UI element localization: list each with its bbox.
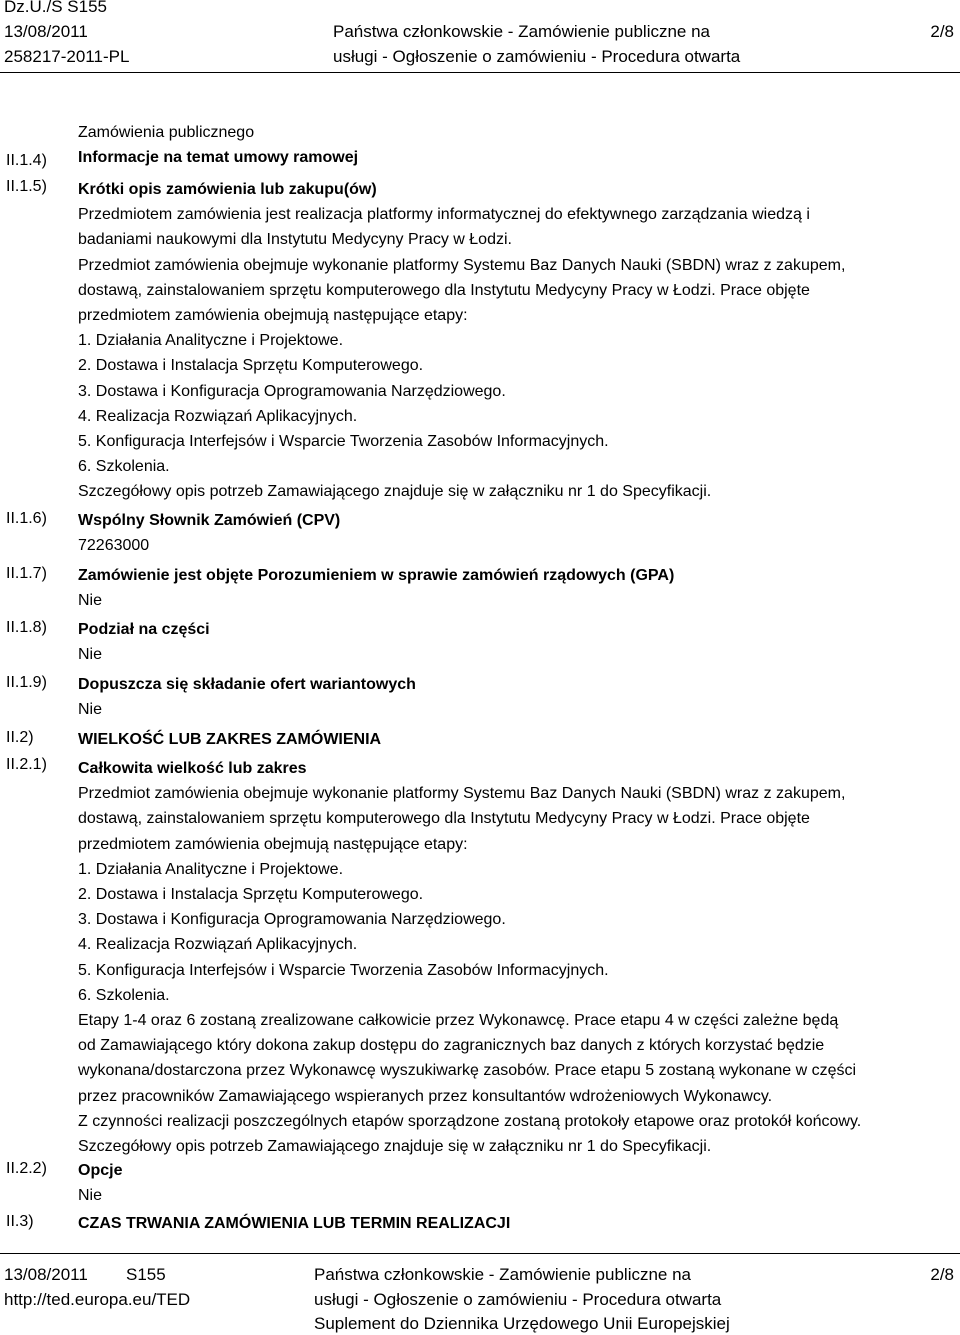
footer-page-number: 2/8 bbox=[930, 1265, 954, 1284]
section-heading: Wspólny Słownik Zamówień (CPV) bbox=[78, 512, 341, 529]
text-line: Szczegółowy opis potrzeb Zamawiającego znajduje się w załączniku nr 1 do Specyfikacji. bbox=[78, 483, 712, 501]
section-heading: Opcje bbox=[78, 1162, 123, 1179]
section-ii-2 bbox=[78, 727, 954, 752]
text-line: wykonana/dostarczona przez Wykonawcę wyszukiwarkę zasobów. Prace etapu 5 zostaną wykonane w części bbox=[78, 1062, 857, 1080]
section-number-ii-2: II.2) bbox=[6, 729, 34, 746]
text-line: przedmiotem zamówienia obejmują następujące etapy: bbox=[78, 835, 468, 853]
footer-date: 13/08/2011 bbox=[4, 1265, 88, 1284]
list-item: 2. Dostawa i Instalacja Sprzętu Komputerowego. bbox=[78, 357, 424, 375]
list-item: 4. Realizacja Rozwiązań Aplikacyjnych. bbox=[78, 407, 358, 425]
list-item: 3. Dostawa i Konfiguracja Oprogramowania Narzędziowego. bbox=[78, 911, 506, 929]
list-item: 5. Konfiguracja Interfejsów i Wsparcie Tworzenia Zasobów Informacyjnych. bbox=[78, 961, 609, 979]
section-number-ii-1-8: II.1.8) bbox=[6, 619, 47, 636]
section-ii-1-6 bbox=[78, 508, 954, 558]
section-value: Nie bbox=[78, 592, 103, 610]
footer-divider bbox=[0, 1253, 960, 1254]
cpv-code: 72263000 bbox=[78, 537, 150, 555]
header-doc-ref: Dz.U./S S155 bbox=[4, 0, 107, 16]
header-page-number: 2/8 bbox=[930, 22, 954, 41]
text-line: Przedmiotem zamówienia jest realizacja platformy informatycznej do efektywnego zarządzania wiedzą i bbox=[78, 206, 810, 224]
section-heading: Dopuszcza się składanie ofert wariantowych bbox=[78, 676, 416, 693]
list-item: 1. Działania Analityczne i Projektowe. bbox=[78, 860, 344, 878]
list-item: 5. Konfiguracja Interfejsów i Wsparcie Tworzenia Zasobów Informacyjnych. bbox=[78, 433, 609, 451]
text-line: Szczegółowy opis potrzeb Zamawiającego znajduje się w załączniku nr 1 do Specyfikacji. bbox=[78, 1138, 712, 1156]
section-heading: Podział na części bbox=[78, 621, 210, 638]
text-line: od Zamawiającego który dokona zakup dostępu do zagranicznych baz danych z których korzystać będzie bbox=[78, 1037, 825, 1055]
section-value: Nie bbox=[78, 1187, 103, 1205]
section-value: Nie bbox=[78, 701, 103, 719]
section-heading: WIELKOŚĆ LUB ZAKRES ZAMÓWIENIA bbox=[78, 731, 382, 748]
text-line: badaniami naukowymi dla Instytutu Medycyny Pracy w Łodzi. bbox=[78, 231, 512, 249]
list-item: 3. Dostawa i Konfiguracja Oprogramowania Narzędziowego. bbox=[78, 382, 506, 400]
section-heading: Krótki opis zamówienia lub zakupu(ów) bbox=[78, 181, 377, 198]
section-pre-line: Zamówienia publicznego bbox=[78, 124, 255, 141]
section-heading: Całkowita wielkość lub zakres bbox=[78, 760, 307, 777]
section-heading: CZAS TRWANIA ZAMÓWIENIA LUB TERMIN REALIZACJI bbox=[78, 1215, 511, 1232]
text-line: dostawą, zainstalowaniem sprzętu komputerowego dla Instytutu Medycyny Pracy w Łodzi. Prace objęte bbox=[78, 281, 810, 299]
header-title-line1: Państwa członkowskie - Zamówienie publiczne na bbox=[333, 22, 711, 41]
footer-title-line2: usługi - Ogłoszenie o zamówieniu - Procedura otwarta bbox=[314, 1290, 722, 1309]
list-item: 4. Realizacja Rozwiązań Aplikacyjnych. bbox=[78, 936, 358, 954]
section-ii-3 bbox=[78, 1211, 954, 1236]
text-line: Przedmiot zamówienia obejmuje wykonanie platformy Systemu Baz Danych Nauki (SBDN) wraz z zakupem, bbox=[78, 785, 846, 803]
section-number-ii-1-5: II.1.5) bbox=[6, 178, 47, 195]
section-number-ii-1-6: II.1.6) bbox=[6, 510, 47, 527]
header-doc-id: 258217-2011-PL bbox=[4, 47, 130, 66]
section-ii-1-4 bbox=[78, 120, 954, 170]
section-ii-2-1 bbox=[78, 756, 954, 1159]
section-number-ii-1-7: II.1.7) bbox=[6, 565, 47, 582]
list-item: 6. Szkolenia. bbox=[78, 458, 170, 476]
section-value: Nie bbox=[78, 646, 103, 664]
footer-title-line1: Państwa członkowskie - Zamówienie publiczne na bbox=[314, 1265, 692, 1284]
text-line: Przedmiot zamówienia obejmuje wykonanie platformy Systemu Baz Danych Nauki (SBDN) wraz z zakupem, bbox=[78, 256, 846, 274]
section-number-ii-1-9: II.1.9) bbox=[6, 674, 47, 691]
list-item: 1. Działania Analityczne i Projektowe. bbox=[78, 332, 344, 350]
section-heading: Zamówienie jest objęte Porozumieniem w sprawie zamówień rządowych (GPA) bbox=[78, 567, 675, 584]
list-item: 6. Szkolenia. bbox=[78, 986, 170, 1004]
section-ii-1-5 bbox=[78, 177, 954, 505]
footer-title-line3: Suplement do Dziennika Urzędowego Unii Europejskiej bbox=[314, 1314, 730, 1333]
list-item: 2. Dostawa i Instalacja Sprzętu Komputerowego. bbox=[78, 886, 424, 904]
section-number-ii-3: II.3) bbox=[6, 1213, 34, 1230]
section-ii-1-8 bbox=[78, 617, 954, 667]
text-line: przez pracowników Zamawiającego wspieranych przez konsultantów wdrożeniowych Wykonawcy. bbox=[78, 1087, 773, 1105]
section-ii-1-7 bbox=[78, 563, 954, 613]
text-line: Etapy 1-4 oraz 6 zostaną zrealizowane całkowicie przez Wykonawcę. Prace etapu 4 w części zależne będą bbox=[78, 1012, 839, 1030]
section-number-ii-1-4: II.1.4) bbox=[6, 152, 47, 169]
text-line: przedmiotem zamówienia obejmują następujące etapy: bbox=[78, 307, 468, 325]
section-heading: Informacje na temat umowy ramowej bbox=[78, 149, 359, 167]
section-number-ii-2-2: II.2.2) bbox=[6, 1160, 47, 1177]
header-date: 13/08/2011 bbox=[4, 22, 88, 41]
text-line: dostawą, zainstalowaniem sprzętu komputerowego dla Instytutu Medycyny Pracy w Łodzi. Prace objęte bbox=[78, 810, 810, 828]
section-ii-2-2 bbox=[78, 1158, 954, 1208]
footer-issue: S155 bbox=[126, 1265, 166, 1284]
footer-url[interactable]: http://ted.europa.eu/TED bbox=[4, 1290, 191, 1309]
header-divider bbox=[0, 72, 960, 73]
section-number-ii-2-1: II.2.1) bbox=[6, 756, 47, 773]
text-line: Z czynności realizacji poszczególnych etapów sporządzone zostaną protokoły etapowe oraz protokół końcowy. bbox=[78, 1112, 862, 1130]
section-ii-1-9 bbox=[78, 672, 954, 722]
header-title-line2: usługi - Ogłoszenie o zamówieniu - Procedura otwarta bbox=[333, 47, 741, 66]
